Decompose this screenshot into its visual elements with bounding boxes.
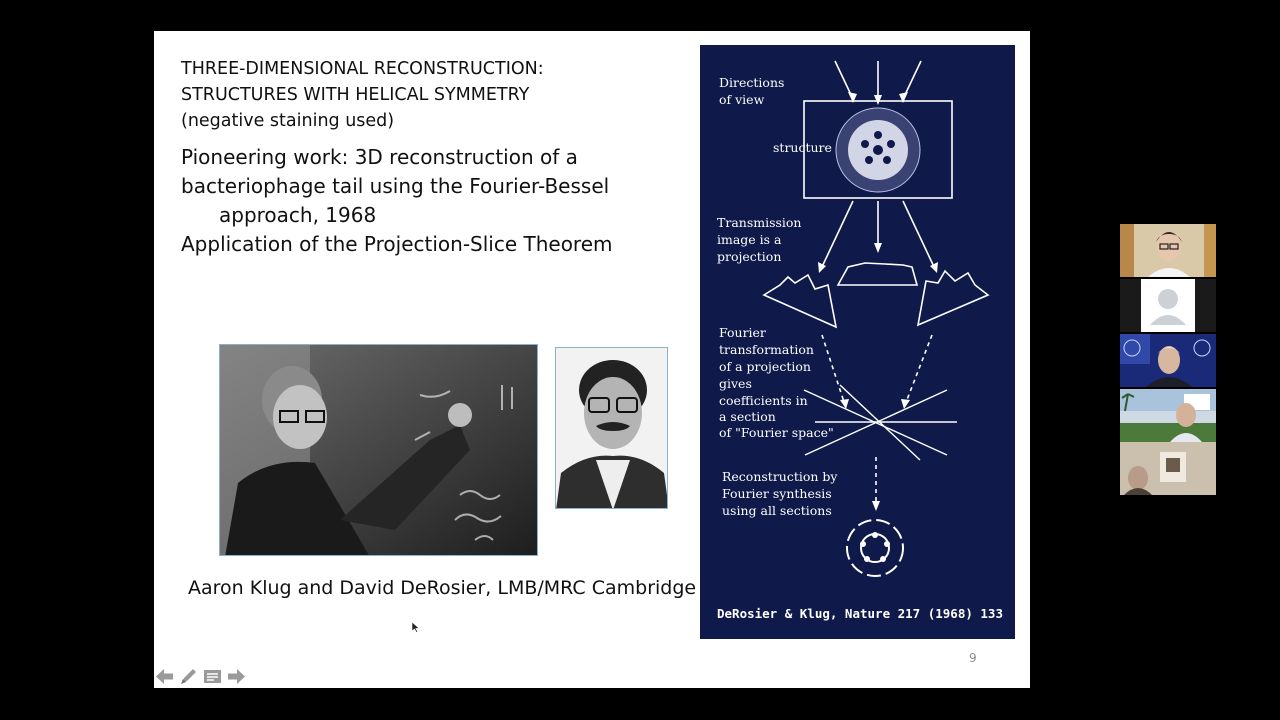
fourier-label-7: of "Fourier space"	[719, 425, 834, 440]
presentation-slide	[154, 31, 1030, 688]
participant-video-4[interactable]	[1120, 389, 1216, 442]
participant-video-2[interactable]	[1120, 279, 1216, 332]
participant-video-strip	[1120, 224, 1216, 495]
transmission-label-3: projection	[717, 249, 782, 264]
slide-caption: Aaron Klug and David DeRosier, LMB/MRC Cambridge	[188, 577, 697, 599]
slide-navigation-toolbar	[154, 662, 247, 690]
slide-body-line-4: Application of the Projection-Slice Theorem	[181, 232, 613, 256]
slide-page-number: 9	[969, 651, 977, 665]
derosier-photo	[555, 347, 668, 509]
slide-body-line-2: bacteriophage tail using the Fourier-Bessel	[181, 174, 610, 198]
structure-label: structure	[773, 140, 832, 155]
fourier-label-1: Fourier	[719, 325, 766, 340]
slide-title-line-2: STRUCTURES WITH HELICAL SYMMETRY	[181, 85, 530, 105]
projection-slice-diagram	[700, 45, 1015, 639]
directions-label-1: Directions	[719, 75, 785, 90]
transmission-label-1: Transmission	[717, 215, 802, 230]
fourier-label-5: coefficients in	[719, 393, 808, 408]
reconstruction-label-3: using all sections	[722, 503, 832, 518]
fourier-label-2: transformation	[719, 342, 814, 357]
slide-body-line-3: approach, 1968	[219, 203, 377, 227]
reconstruction-label-1: Reconstruction by	[722, 469, 838, 484]
participant-video-3[interactable]	[1120, 334, 1216, 387]
slide-title-line-1: THREE-DIMENSIONAL RECONSTRUCTION:	[181, 59, 544, 79]
fourier-label-4: gives	[719, 376, 752, 391]
arrow-left-icon[interactable]	[154, 666, 175, 687]
arrow-right-icon[interactable]	[226, 666, 247, 687]
participant-video-1[interactable]	[1120, 224, 1216, 277]
reconstruction-label-2: Fourier synthesis	[722, 486, 832, 501]
transmission-label-2: image is a	[717, 232, 782, 247]
participant-video-5[interactable]	[1120, 442, 1216, 495]
mouse-cursor-icon	[412, 622, 420, 633]
pen-icon[interactable]	[178, 666, 199, 687]
helical-structure-image	[836, 108, 920, 192]
klug-photo	[219, 344, 538, 556]
menu-icon[interactable]	[202, 666, 223, 687]
slide-body-line-1: Pioneering work: 3D reconstruction of a	[181, 145, 578, 169]
directions-label-2: of view	[719, 92, 765, 107]
diagram-reference: DeRosier & Klug, Nature 217 (1968) 133	[717, 606, 1003, 621]
fourier-label-3: of a projection	[719, 359, 811, 374]
slide-title-line-3: (negative staining used)	[181, 111, 395, 131]
fourier-label-6: a section	[719, 409, 776, 424]
